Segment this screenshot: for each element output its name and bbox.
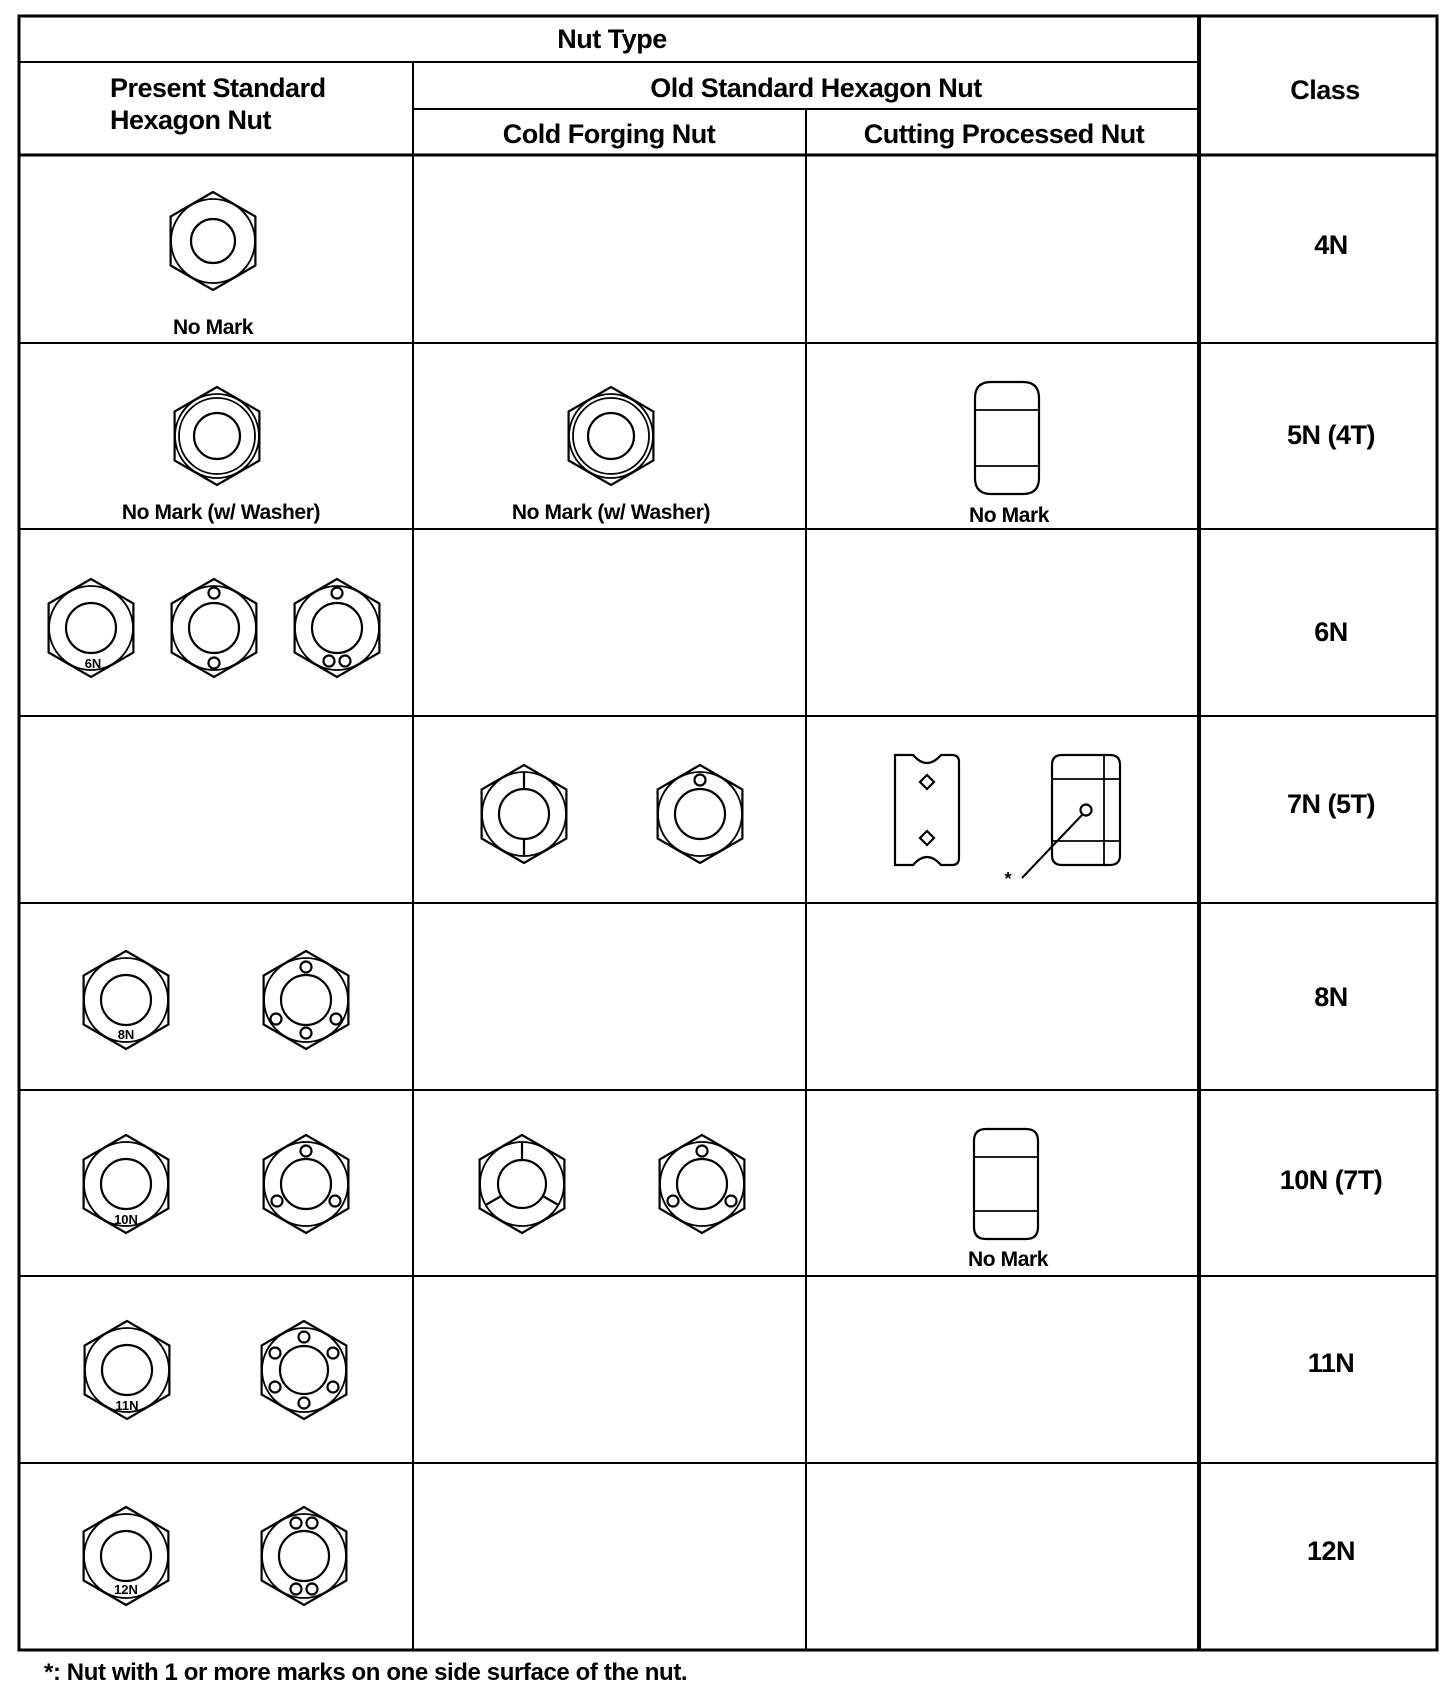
caption-no-mark-washer: No Mark (w/ Washer) — [121, 501, 321, 524]
nut-mark-6n: 6N — [84, 656, 102, 671]
class-label: 6N — [1314, 617, 1348, 647]
header-cold-forging: Cold Forging Nut — [502, 119, 716, 149]
dot-mark-icon — [331, 1014, 342, 1025]
nut-mark-12n: 12N — [114, 1582, 138, 1597]
dot-mark-icon — [324, 656, 335, 667]
caption-no-mark: No Mark — [968, 504, 1050, 527]
hex-nut-icon — [658, 765, 743, 863]
dot-mark-icon — [270, 1382, 281, 1393]
side-view-nut-icon — [974, 1129, 1038, 1239]
header-class: Class — [1290, 75, 1360, 105]
dot-mark-icon — [1081, 805, 1092, 816]
hex-nut-icon — [262, 1321, 347, 1419]
dot-mark-icon — [299, 1398, 310, 1409]
header-old-standard: Old Standard Hexagon Nut — [650, 73, 982, 103]
dot-mark-icon — [291, 1518, 302, 1529]
dot-mark-icon — [307, 1584, 318, 1595]
dot-mark-icon — [301, 1146, 312, 1157]
dot-mark-icon — [270, 1348, 281, 1359]
side-view-nut-icon — [895, 755, 959, 865]
class-label: 10N (7T) — [1279, 1165, 1383, 1195]
hex-nut-icon — [480, 1135, 565, 1233]
dot-mark-icon — [301, 962, 312, 973]
header-present-standard-line2: Hexagon Nut — [110, 105, 272, 135]
nut-mark-10n: 10N — [114, 1212, 138, 1227]
dot-mark-icon — [697, 1146, 708, 1157]
caption-no-mark: No Mark — [172, 316, 254, 339]
hex-nut-icon — [171, 192, 256, 290]
hex-nut-icon — [172, 579, 257, 677]
nut-icons — [49, 192, 1120, 1605]
dot-mark-icon — [340, 656, 351, 667]
dot-mark-icon — [328, 1382, 339, 1393]
class-label: 11N — [1307, 1348, 1355, 1378]
hex-nut-icon — [295, 579, 380, 677]
dot-mark-icon — [209, 658, 220, 669]
caption-no-mark-washer: No Mark (w/ Washer) — [511, 501, 711, 524]
nut-mark-11n: 11N — [115, 1398, 139, 1413]
hex-nut-icon — [482, 765, 567, 863]
dot-mark-icon — [695, 775, 706, 786]
side-view-nut-icon — [975, 382, 1039, 494]
dot-mark-icon — [291, 1584, 302, 1595]
dot-mark-icon — [272, 1196, 283, 1207]
caption-no-mark: No Mark — [967, 1248, 1049, 1271]
side-view-nut-icon — [1022, 755, 1120, 878]
class-label: 5N (4T) — [1286, 420, 1376, 450]
class-label: 4N — [1314, 230, 1348, 260]
footnote: *: Nut with 1 or more marks on one side surface of the nut. — [44, 1659, 688, 1686]
class-label: 8N — [1314, 982, 1348, 1012]
nut-mark-8n: 8N — [117, 1027, 135, 1042]
class-label: 7N (5T) — [1286, 789, 1376, 819]
dot-mark-icon — [726, 1196, 737, 1207]
header-cutting-processed: Cutting Processed Nut — [863, 119, 1145, 149]
dot-mark-icon — [332, 588, 343, 599]
dot-mark-icon — [209, 588, 220, 599]
dot-mark-icon — [307, 1518, 318, 1529]
dot-mark-icon — [328, 1348, 339, 1359]
class-label: 12N — [1306, 1536, 1356, 1566]
dot-mark-icon — [271, 1014, 282, 1025]
side-mark-asterisk: * — [1004, 869, 1012, 889]
dot-mark-icon — [299, 1332, 310, 1343]
hex-nut-icon — [262, 1507, 347, 1605]
dot-mark-icon — [668, 1196, 679, 1207]
hex-nut-icon — [264, 951, 349, 1049]
hex-nut-icon — [660, 1135, 745, 1233]
hex-nut-with-washer-icon — [175, 387, 260, 485]
header-nut-type: Nut Type — [557, 24, 667, 54]
hex-nut-icon — [264, 1135, 349, 1233]
header-present-standard-line1: Present Standard — [110, 73, 326, 103]
dot-mark-icon — [301, 1028, 312, 1039]
dot-mark-icon — [330, 1196, 341, 1207]
hex-nut-with-washer-icon — [569, 387, 654, 485]
